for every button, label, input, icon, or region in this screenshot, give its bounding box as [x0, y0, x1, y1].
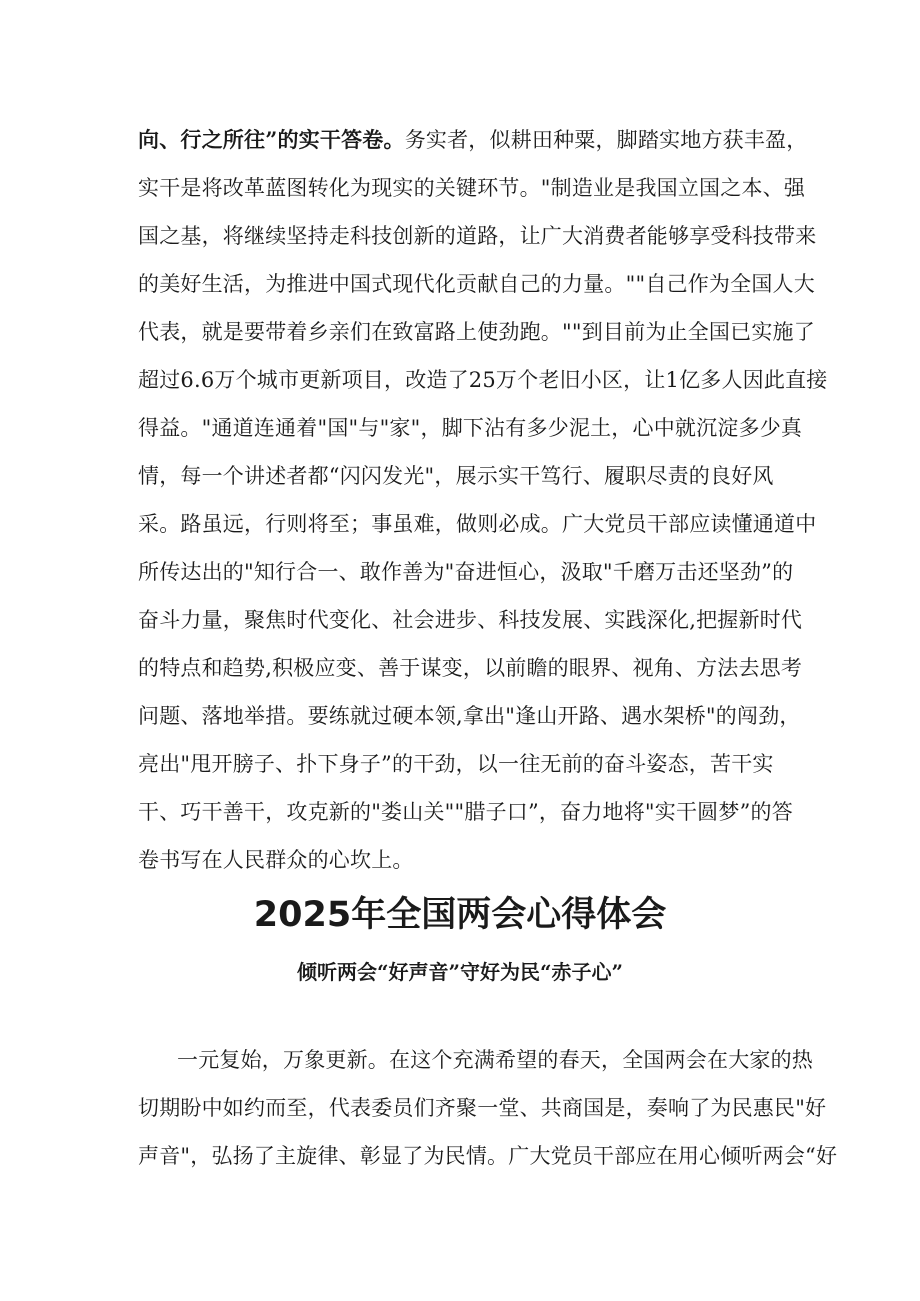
- text-line-6: 超过6.6万个城市更新项目，改造了25万个老旧小区，让1亿多人因此直接: [138, 368, 828, 392]
- bold-phrase: 向、行之所往”的实干答卷。: [138, 127, 405, 152]
- text-line-19: 声音"，弘扬了主旋律、彰显了为民情。广大党员干部应在用心倾听两会“好: [138, 1144, 838, 1168]
- text-line-2: 实干是将改革蓝图转化为现实的关键环节。"制造业是我国立国之本、强: [138, 176, 806, 200]
- text-line-10: 所传达出的"知行合一、敢作善为"奋进恒心，汲取"千磨万击还坚劲”的: [138, 560, 794, 584]
- text-line-1: [138, 125, 808, 155]
- text-line-16: 卷书写在人民群众的心坎上。: [138, 848, 414, 872]
- text-line-9: 采。路虽远，行则将至；事虽难，做则必成。广大党员干部应读懂通道中: [138, 512, 817, 536]
- document-title: 2025年全国两会心得体会: [253, 895, 667, 935]
- text-line-13: 问题、落地举措。要练就过硬本领,拿出"逢山开路、遇水架桥"的闯劲，: [138, 704, 801, 728]
- text-line-18: 切期盼中如约而至，代表委员们齐聚一堂、共商国是，奏响了为民惠民"好: [138, 1096, 827, 1120]
- text-line-4: 的美好生活，为推进中国式现代化贡献自己的力量。""自己作为全国人大: [138, 272, 815, 296]
- text-line-15: 干、巧干善干，攻克新的"娄山关""腊子口”，奋力地将"实干圆梦”的答: [138, 800, 793, 824]
- text-line-17: 一元复始，万象更新。在这个充满希望的春天，全国两会在大家的热: [177, 1048, 813, 1072]
- text-line-3: 国之基，将继续坚持走科技创新的道路，让广大消费者能够享受科技带来: [138, 224, 817, 248]
- text-line-5: 代表，就是要带着乡亲们在致富路上使劲跑。""到目前为止全国已实施了: [138, 320, 815, 344]
- text-line-7: 得益。"通道连通着"国"与"家"，脚下沾有多少泥土，心中就沉淀多少真: [138, 416, 803, 440]
- text-line-11: 奋斗力量，聚焦时代变化、社会进步、科技发展、实践深化,把握新时代: [138, 608, 803, 632]
- text-line-14: 亮出"甩开膀子、扑下身子”的干劲，以一往无前的奋斗姿态，苦干实: [138, 752, 774, 776]
- document-subtitle: 倾听两会“好声音”守好为民“赤子心”: [296, 960, 623, 984]
- text-line-12: 的特点和趋势,积极应变、善于谋变，以前瞻的眼界、视角、方法去思考: [138, 656, 803, 680]
- text-line-1-rest: 务实者，似耕田种粟，脚踏实地方获丰盈，: [404, 128, 808, 152]
- text-line-8: 情，每一个讲述者都“闪闪发光"，展示实干笃行、履职尽责的良好风: [138, 464, 774, 488]
